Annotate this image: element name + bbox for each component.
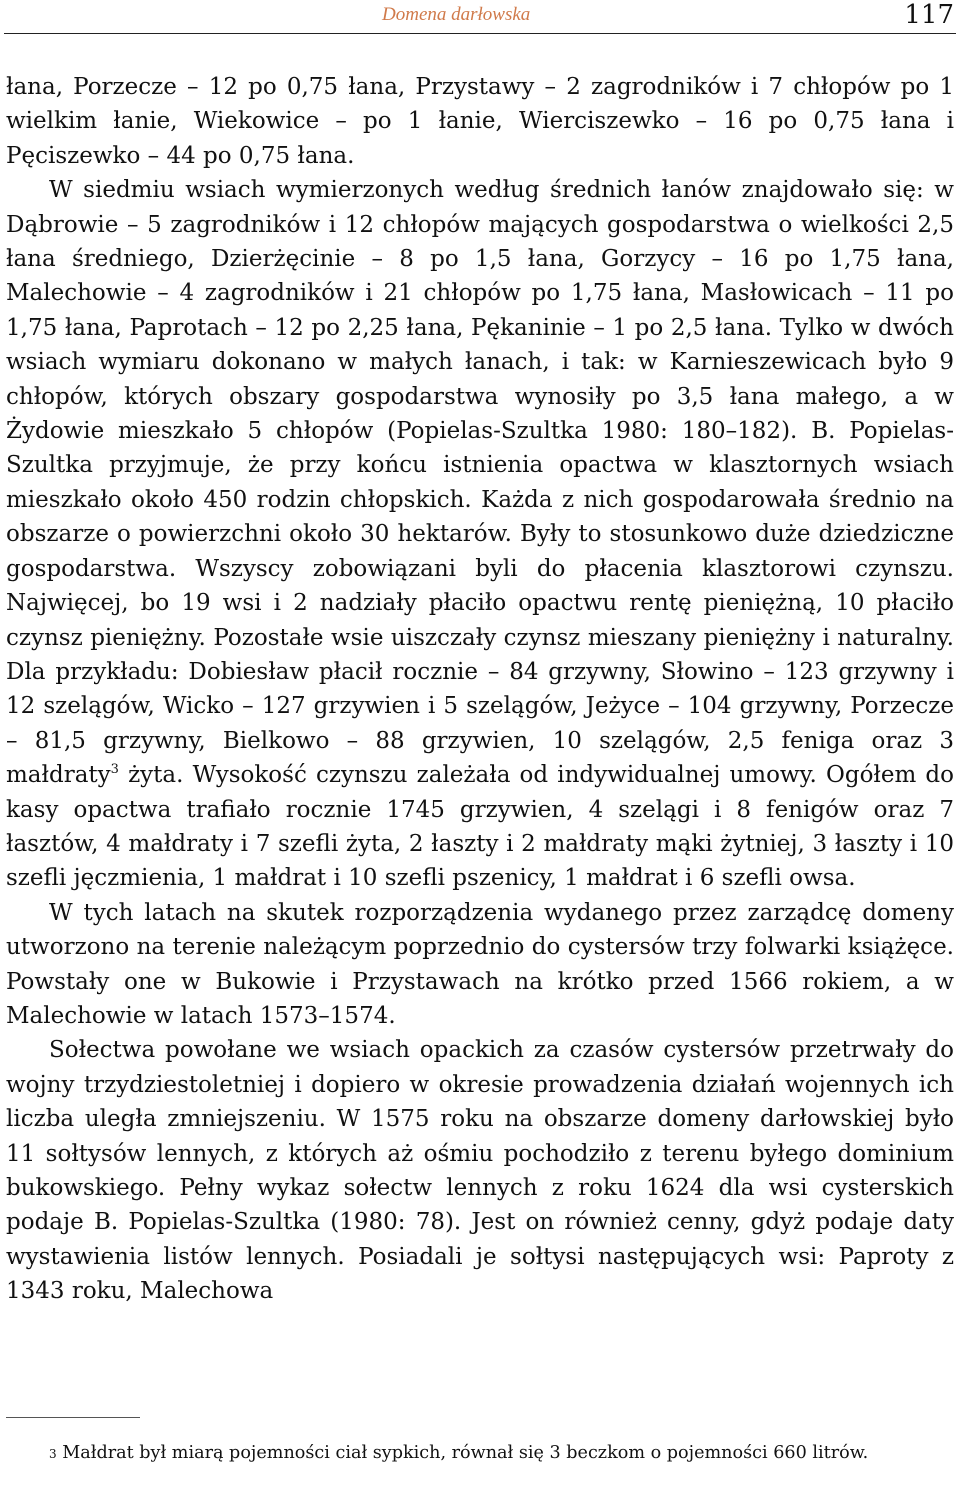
page-number: 117 xyxy=(904,0,954,30)
footnote-number: 3 xyxy=(49,1447,57,1461)
paragraph-text: W siedmiu wsiach wymierzonych według średnich łanów znajdowało się: w Dąbrowie – 5 zagrodników i 12 chłopów mających gospodarstwa o wielkości 2,5 łana średniego, Dzierżęcinie – 8 po 1,5 łana, Gorzycy – 16 po 1,75 łana, Malechowie – 4 zagrodników i 21 chłopów po 1,75 łana, Masłowicach – 11 po 1,75 łana, Paprotach – 12 po 2,25 łana, Pękaninie – 1 po 2,5 łana. Tylko w dwóch wsiach wymiaru dokonano w małych łanach, i tak: w Karnieszewicach było 9 chłopów, których obszary gospodarstwa wynosiły po 3,5 łana małego, a w Żydowie mieszkało 5 chłopów (Popielas-Szultka 1980: 180–182). B. Popielas-Szultka przyjmuje, że przy końcu istnienia opactwa w klasztornych wsiach mieszkało około 450 rodzin chłopskich. Każda z nich gospodarowała średnio na obszarze o powierzchni około 30 hektarów. Były to stosunkowo duże dziedziczne gospodarstwa. Wszyscy zobowiązani byli do płacenia klasztorowi czynszu. Najwięcej, bo 19 wsi i 2 nadziały płaciło opactwu rentę pieniężną, 10 płaciło czynsz pieniężny. Pozostałe wsie uiszczały czynsz mieszany pieniężny i naturalny. Dla przykładu: Dobiesław płacił rocznie – 84 grzywny, Słowino – 123 grzywny i 12 szelągów, Wicko – 127 grzywien i 5 szelągów, Jeżyce – 104 grzywny, Porzecze – 81,5 grzywny, Bielkowo – 88 grzywien, 10 szelągów, 2,5 feniga oraz 3 małdraty xyxy=(6,177,954,789)
footnote-text: Małdrat był miarą pojemności ciał sypkich, równał się 3 beczkom o pojemności 660 litrów. xyxy=(56,1443,869,1463)
paragraph-folwarks: W tych latach na skutek rozporządzenia wydanego przez zarządcę domeny utworzono na terenie należącym poprzednio do cystersów trzy folwarki książęce. Powstały one w Bukowie i Przystawach na krótko przed 1566 rokiem, a w Malechowie w latach 1573–1574. xyxy=(6,899,954,1029)
page-header xyxy=(0,0,960,34)
paragraph-text-cont: żyta. Wysokość czynszu zależała od indywidualnej umowy. Ogółem do kasy opactwa trafiało rocznie 1745 grzywien, 4 szelągi i 8 fenigów oraz 7 łasztów, 4 małdraty i 7 szefli żyta, 2 łaszty i 2 małdraty mąki żytniej, 3 łaszty i 10 szefli jęczmienia, 1 małdrat i 10 szefli pszenicy, 1 małdrat i 6 szefli owsa. xyxy=(6,762,954,892)
footnote-divider xyxy=(6,1417,140,1418)
footnote-reference: 3 xyxy=(110,762,119,778)
body-text xyxy=(6,70,954,1309)
running-title: Domena darłowska xyxy=(382,4,531,25)
paragraph-solectwa: Sołectwa powołane we wsiach opackich za czasów cystersów przetrwały do wojny trzydziestoletniej i dopiero w okresie prowadzenia działań wojennych ich liczba uległa zmniejszeniu. W 1575 roku na obszarze domeny darłowskiej było 11 sołtysów lennych, z których aż ośmiu pochodziło z terenu byłego dominium bukowskiego. Pełny wykaz sołectw lennych z roku 1624 dla wsi cysterskich podaje B. Popielas-Szultka (1980: 78). Jest on również cenny, gdyż podaje daty wystawienia listów lennych. Posiadali je sołtysi następujących wsi: Paproty z 1343 roku, Malechowa xyxy=(6,1037,954,1305)
paragraph-continuation: łana, Porzecze – 12 po 0,75 łana, Przystawy – 2 zagrodników i 7 chłopów po 1 wielkim łanie, Wiekowice – po 1 łanie, Wierciszewko – 16 po 0,75 łana i Pęciszewko – 44 po 0,75 łana. xyxy=(6,74,954,169)
header-divider xyxy=(4,33,956,34)
paragraph-villages xyxy=(6,173,954,896)
footnote xyxy=(6,1440,954,1468)
